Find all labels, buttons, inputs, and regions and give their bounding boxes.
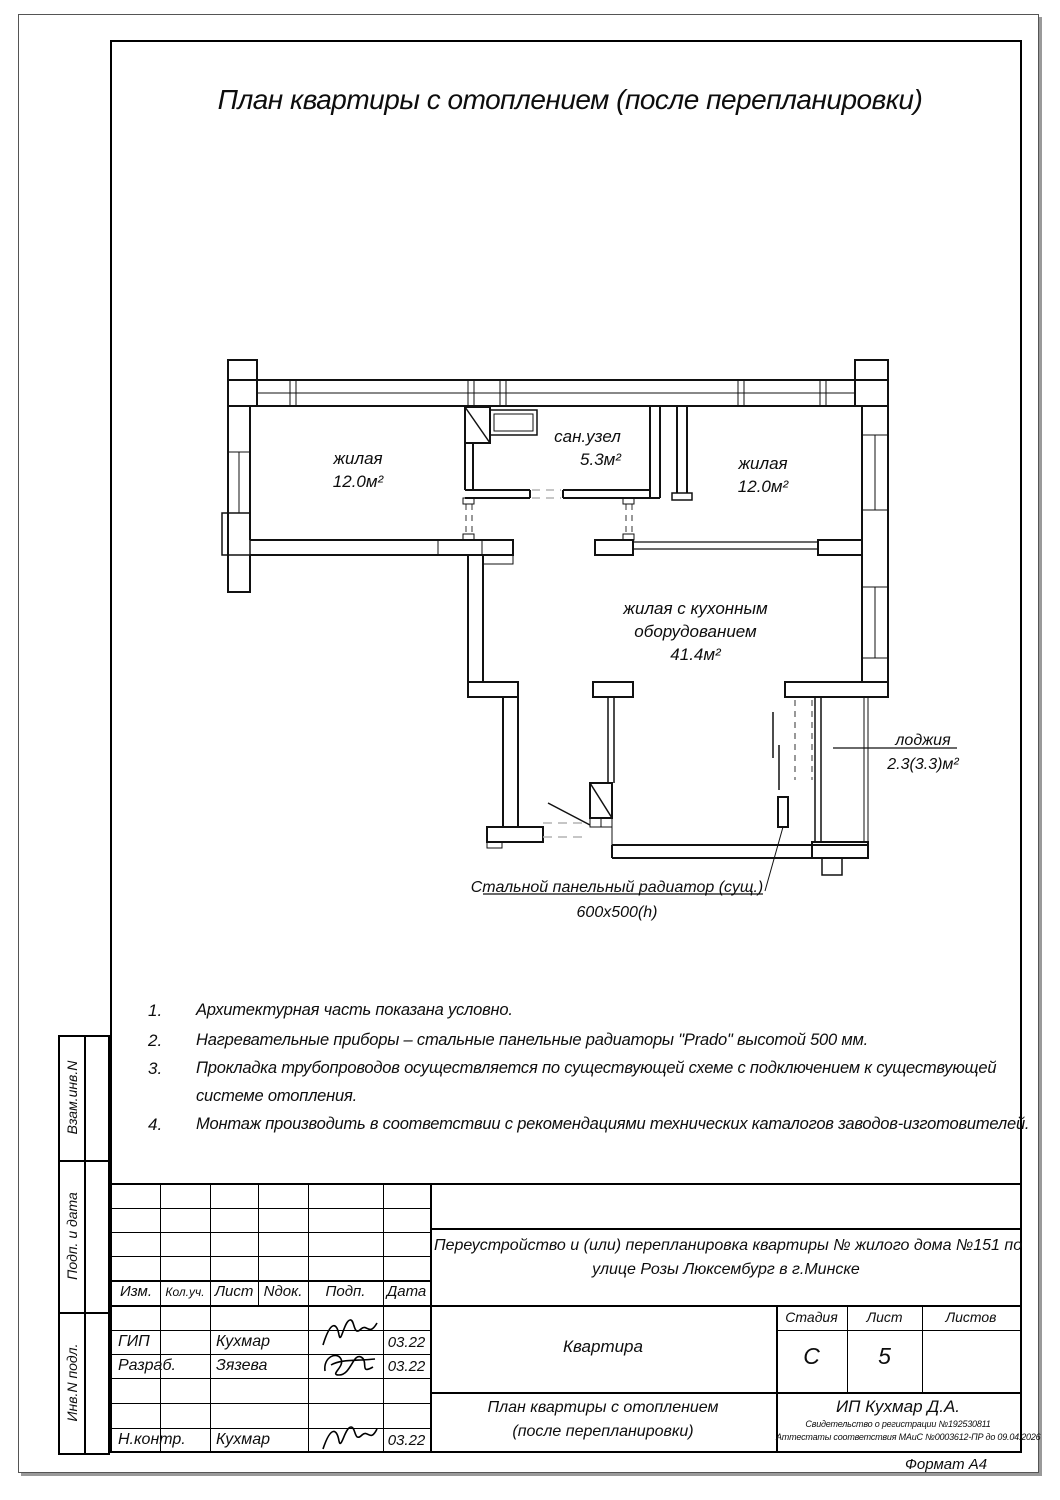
note-text: Архитектурная часть показана условно. <box>196 1001 513 1019</box>
room-label-living-left <box>300 447 416 493</box>
note-text: системе отопления. <box>196 1087 358 1105</box>
side-label-inv-podl: Инв.N подл. <box>64 1343 80 1422</box>
note-number: 3. <box>148 1059 163 1078</box>
room-label-kitchen <box>598 597 793 666</box>
object-short-name: Квартира <box>563 1337 643 1356</box>
stage-value: С <box>803 1343 820 1369</box>
object-name-line1: Переустройство и (или) перепланировка квартиры № жилого дома №151 по <box>434 1237 1023 1254</box>
col-header-data: Дата <box>386 1283 427 1300</box>
note-text: Нагревательные приборы – стальные панельные радиаторы "Prado" высотой 500 мм. <box>196 1031 868 1049</box>
drawing-name-line2: (после перепланировки) <box>512 1423 694 1440</box>
object-name-line2: улице Розы Люксембург в г.Минске <box>592 1261 860 1278</box>
row-date: 03.22 <box>387 1432 426 1449</box>
note-text: Прокладка трубопроводов осуществляется по существующей схеме с подключением к существующей <box>196 1059 997 1077</box>
note-number: 1. <box>148 1001 163 1020</box>
sheet-value: 5 <box>878 1343 891 1369</box>
room-label-living-right <box>705 452 821 498</box>
room-name: сан.узел <box>554 427 621 446</box>
note-number: 4. <box>148 1115 163 1134</box>
col-header-list: Лист <box>214 1283 254 1300</box>
radiator-callout: Стальной панельный радиатор (сущ.) <box>470 879 764 896</box>
row-date: 03.22 <box>387 1358 426 1375</box>
room-name: жилая с кухонным <box>623 599 768 618</box>
side-label-vzam: Взам.инв.N <box>64 1060 80 1135</box>
company-name: ИП Кухмар Д.А. <box>835 1397 961 1416</box>
stamp-box-divider <box>84 1162 86 1312</box>
room-name: жилая <box>333 449 383 468</box>
company-cert-2: Аттестаты соответствия МАиС №0003612-ПР до 09.04.2026 <box>776 1432 1041 1442</box>
row-name: Кухмар <box>216 1431 271 1448</box>
title-block <box>110 1183 1041 1453</box>
side-label-podp-data: Подп. и дата <box>64 1192 80 1280</box>
row-role: Н.контр. <box>118 1431 186 1448</box>
row-role: ГИП <box>118 1333 150 1350</box>
room-area-loggia: 2.3(3.3)м² <box>887 756 959 773</box>
row-role: Разраб. <box>118 1357 176 1374</box>
format-label: Формат А4 <box>905 1456 988 1473</box>
radiator-symbol <box>778 797 788 827</box>
sheets-label: Листов <box>945 1309 997 1325</box>
row-date: 03.22 <box>387 1334 426 1351</box>
company-cert-1: Свидетельство о регистрации №192530811 <box>805 1419 991 1429</box>
note-text: Монтаж производить в соответствии с рекомендациями технических каталогов заводов-изготовителей. <box>196 1115 1030 1133</box>
sheet-label: Лист <box>866 1309 903 1325</box>
stamp-box-divider <box>84 1314 86 1453</box>
row-name: Зязева <box>216 1357 268 1374</box>
room-area: 12.0м² <box>737 477 789 496</box>
drawing-name-line1: План квартиры с отоплением <box>487 1399 719 1416</box>
col-header-kol: Кол.уч. <box>165 1285 205 1299</box>
col-header-ndok: Nдок. <box>263 1283 303 1300</box>
room-area: 5.3м² <box>580 450 621 469</box>
stamp-box-divider <box>84 1037 86 1160</box>
stage-label: Стадия <box>785 1309 838 1325</box>
room-label-loggia: лоджия <box>895 732 951 749</box>
signature-razrab <box>317 1345 381 1381</box>
radiator-size: 600x500(h) <box>576 904 658 921</box>
room-name: жилая <box>738 454 788 473</box>
room-name: оборудованием <box>634 622 757 641</box>
note-number: 2. <box>148 1031 163 1050</box>
room-area: 41.4м² <box>670 645 721 664</box>
signature-nkontr <box>317 1419 381 1455</box>
sheet-title: План квартиры с отоплением (после перепланировки) <box>217 84 923 115</box>
room-label-san <box>535 425 640 471</box>
room-area: 12.0м² <box>332 472 384 491</box>
row-name: Кухмар <box>216 1333 271 1350</box>
col-header-podp: Подп. <box>325 1283 366 1300</box>
col-header-izm: Изм. <box>120 1283 152 1300</box>
